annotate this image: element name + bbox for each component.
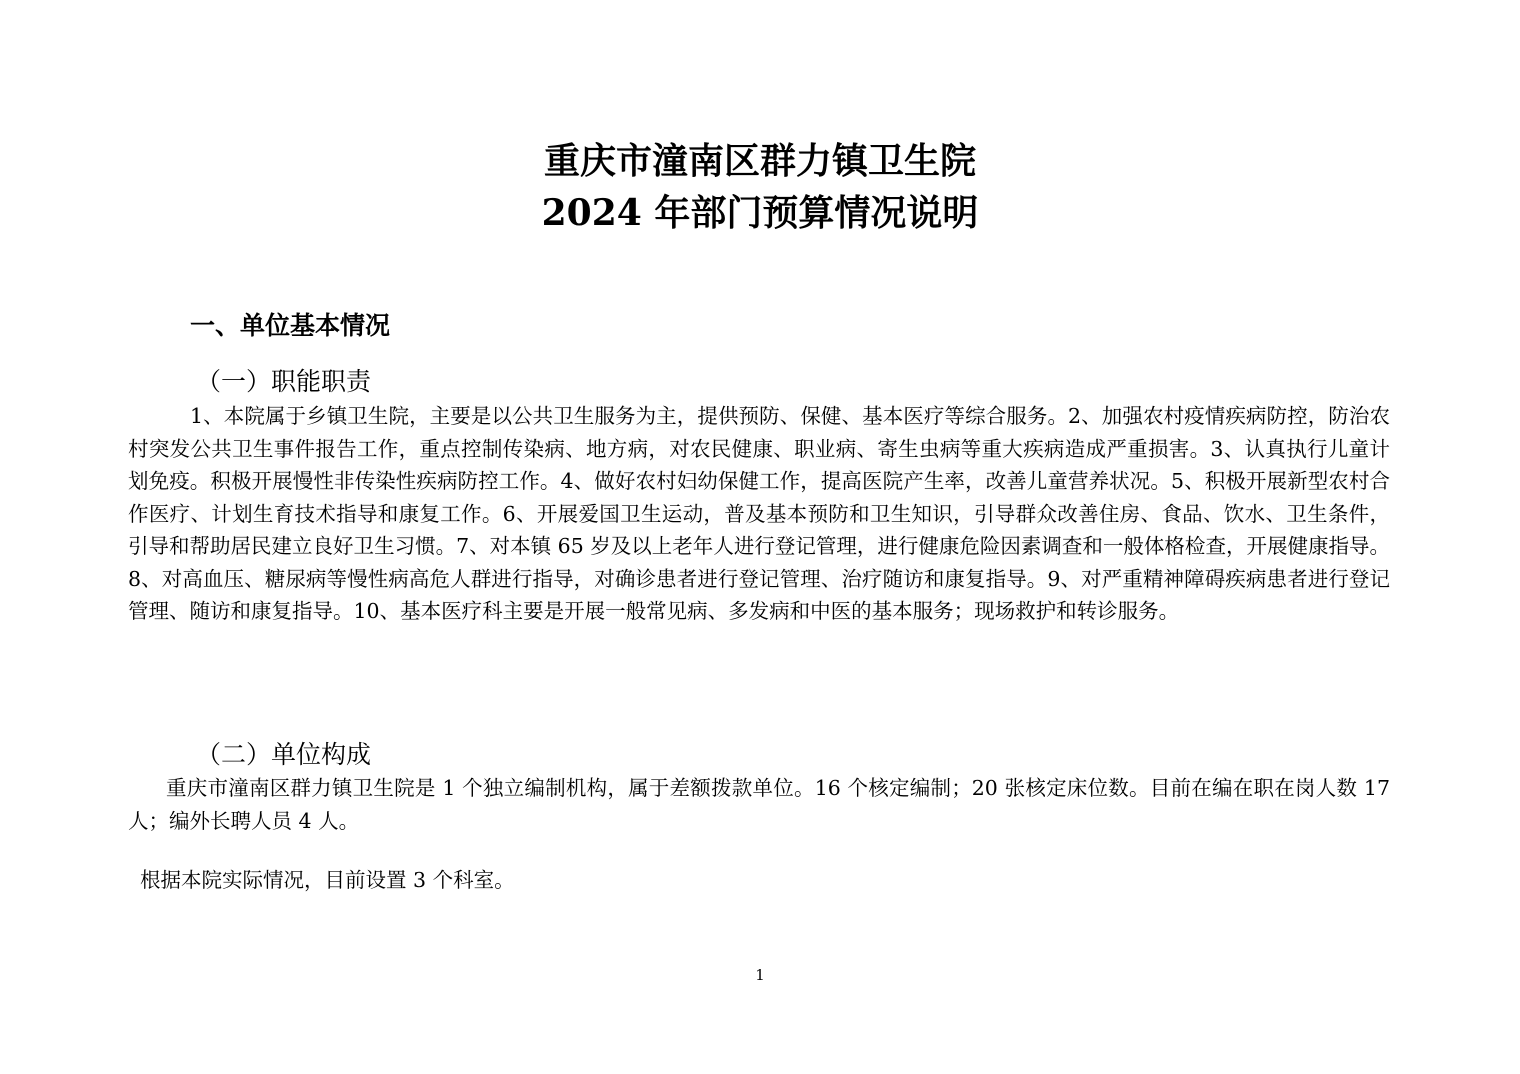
paragraph-departments: 根据本院实际情况，目前设置 3 个科室。 — [140, 868, 515, 892]
paragraph-composition: 重庆市潼南区群力镇卫生院是 1 个独立编制机构，属于差额拨款单位。16 个核定编制；20 张核定床位数。目前在编在职在岗人数 17 人；编外长聘人员 4 人。 — [128, 776, 1390, 833]
document-title — [0, 135, 1520, 239]
page-number: 1 — [755, 966, 765, 984]
paragraph-duties: 1、本院属于乡镇卫生院，主要是以公共卫生服务为主，提供预防、保健、基本医疗等综合服务。2、加强农村疫情疾病防控，防治农村突发公共卫生事件报告工作，重点控制传染病、地方病，对农民健康、职业病、寄生虫病等重大疾病造成严重损害。3、认真执行儿童计划免疫。积极开展慢性非传染性疾病防控工作。4、做好农村妇幼保健工作，提高医院产生率，改善儿童营养状况。5、积极开展新型农村合作医疗、计划生育技术指导和康复工作。6、开展爱国卫生运动，普及基本预防和卫生知识，引导群众改善住房、食品、饮水、卫生条件，引导和帮助居民建立良好卫生习惯。7、对本镇 65 岁及以上老年人进行登记管理，进行健康危险因素调查和一般体格检查，开展健康指导。8、对高血压、糖尿病等慢性病高危人群进行指导，对确诊患者进行登记管理、治疗随访和康复指导。9、对严重精神障碍疾病患者进行登记管理、随访和康复指导。10、基本医疗科主要是开展一般常见病、多发病和中医的基本服务；现场救护和转诊服务。 — [128, 404, 1390, 623]
subsection-heading-composition: （二）单位构成 — [196, 740, 372, 769]
subsection-heading-duties: （一）职能职责 — [196, 367, 372, 396]
title-line-report: 2024 年部门预算情况说明 — [541, 192, 979, 234]
title-line-organization: 重庆市潼南区群力镇卫生院 — [543, 140, 976, 182]
section-heading-basic-info: 一、单位基本情况 — [190, 311, 391, 340]
